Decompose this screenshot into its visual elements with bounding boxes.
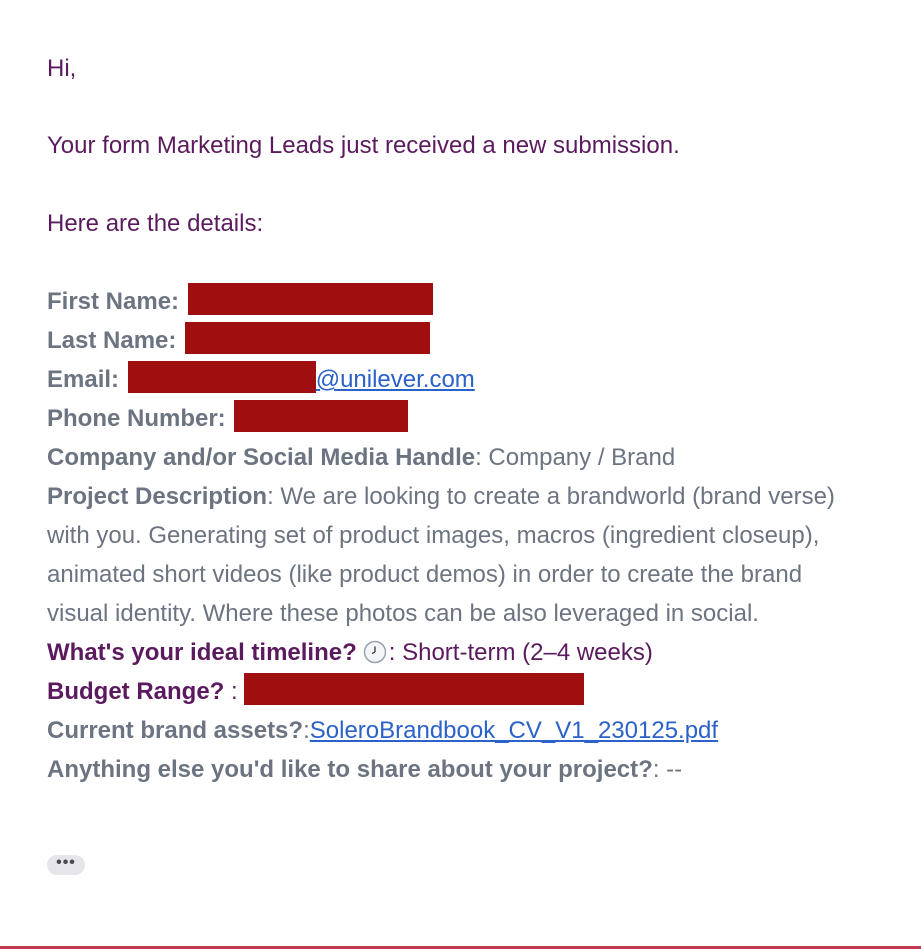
field-anything-else <box>47 750 867 789</box>
field-label: Budget Range? <box>47 678 231 705</box>
redacted-value <box>188 283 433 315</box>
field-label: Project Description <box>47 483 268 510</box>
field-label: Current brand assets? <box>47 717 304 744</box>
bottom-divider <box>0 946 921 949</box>
field-label: Company and/or Social Media Handle <box>47 444 476 471</box>
field-brand-assets <box>47 711 867 750</box>
brandbook-file-link[interactable]: SoleroBrandbook_CV_V1_230125.pdf <box>309 717 719 744</box>
field-company <box>47 438 867 477</box>
field-label: Last Name: <box>47 327 177 354</box>
field-label: What's your ideal timeline? <box>47 639 357 666</box>
field-timeline <box>47 633 867 672</box>
field-label: Email: <box>47 366 120 393</box>
redacted-value <box>128 361 316 393</box>
field-value: : Company / Brand <box>475 444 676 471</box>
redacted-value <box>185 322 430 354</box>
field-label: Anything else you'd like to share about your project? <box>47 756 653 783</box>
field-label: First Name: <box>47 288 180 315</box>
field-value: : We are looking to create a brandworld (brand verse) with you. Generating set of product images, macros (ingredient closeup), animated short videos (like product demos) in order to create the brand visual identity. Where these photos can be also leveraged in social. <box>47 483 835 627</box>
field-first-name <box>47 282 867 321</box>
field-project-description <box>47 477 867 633</box>
submission-fields <box>47 282 867 789</box>
field-value: : Short-term (2–4 weeks) <box>388 639 653 666</box>
intro-text: Your form Marketing Leads just received a new submission. <box>47 132 680 159</box>
field-email <box>47 360 867 399</box>
redacted-value <box>244 673 584 705</box>
field-value: : -- <box>652 756 683 783</box>
show-trimmed-content-button[interactable]: ••• <box>47 855 85 875</box>
field-phone <box>47 399 867 438</box>
email-domain-link[interactable]: @unilever.com <box>315 366 475 393</box>
field-budget <box>47 672 867 711</box>
field-label: Phone Number: <box>47 405 226 432</box>
redacted-value <box>234 400 408 432</box>
greeting: Hi, <box>47 55 77 82</box>
details-heading: Here are the details: <box>47 210 264 237</box>
clock-icon <box>363 637 387 661</box>
field-separator: : <box>231 678 245 705</box>
field-separator: : <box>303 717 310 744</box>
field-last-name <box>47 321 867 360</box>
